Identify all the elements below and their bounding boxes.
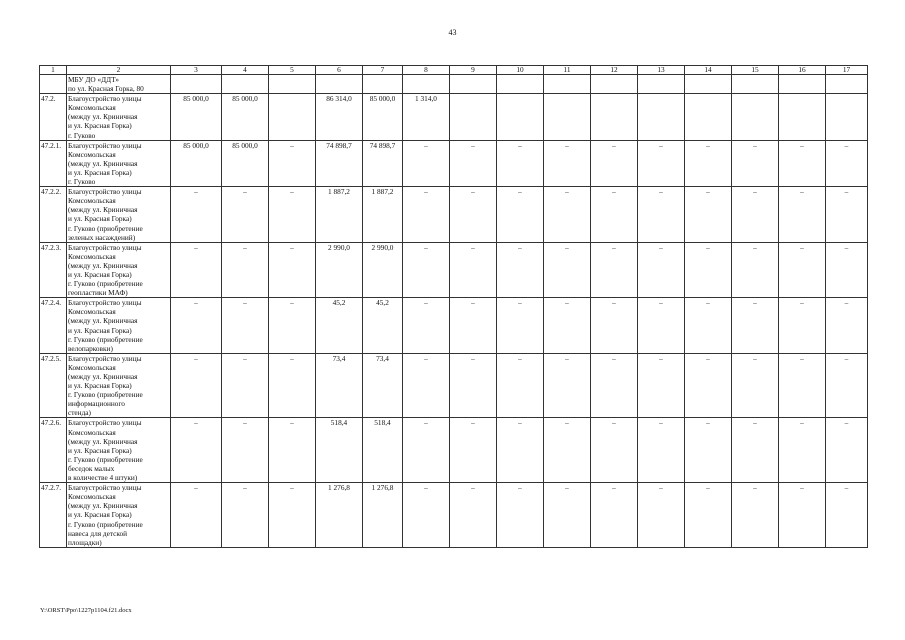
- value-cell: –: [638, 483, 685, 548]
- value-cell: [269, 75, 316, 94]
- column-number-cell: 2: [67, 66, 171, 75]
- value-cell: –: [497, 418, 544, 483]
- column-number-cell: 14: [685, 66, 732, 75]
- value-cell: –: [591, 187, 638, 243]
- value-cell: –: [544, 242, 591, 298]
- value-cell: 2 990,0: [363, 242, 403, 298]
- value-cell: –: [403, 187, 450, 243]
- value-cell: 85 000,0: [363, 94, 403, 140]
- row-code-cell: 47.2.7.: [40, 483, 67, 548]
- value-cell: –: [685, 298, 732, 354]
- value-cell: –: [732, 418, 779, 483]
- value-cell: –: [403, 353, 450, 418]
- value-cell: –: [591, 298, 638, 354]
- value-cell: [316, 75, 363, 94]
- value-cell: 73,4: [316, 353, 363, 418]
- value-cell: –: [685, 187, 732, 243]
- row-code-cell: [40, 75, 67, 94]
- value-cell: –: [779, 483, 826, 548]
- value-cell: –: [638, 242, 685, 298]
- value-cell: –: [638, 418, 685, 483]
- value-cell: –: [269, 418, 316, 483]
- value-cell: –: [497, 140, 544, 186]
- value-cell: –: [826, 418, 868, 483]
- row-name-cell: Благоустройство улицы Комсомольская (между ул. Криничная и ул. Красная Горка) г. Гуково (приобретение информационного стенда): [67, 353, 171, 418]
- column-number-cell: 16: [779, 66, 826, 75]
- value-cell: [638, 94, 685, 140]
- value-cell: –: [826, 140, 868, 186]
- row-code-cell: 47.2.: [40, 94, 67, 140]
- column-number-cell: 15: [732, 66, 779, 75]
- column-number-cell: 8: [403, 66, 450, 75]
- value-cell: –: [497, 298, 544, 354]
- value-cell: [638, 75, 685, 94]
- value-cell: 85 000,0: [222, 94, 269, 140]
- row-code-cell: 47.2.5.: [40, 353, 67, 418]
- value-cell: [732, 75, 779, 94]
- row-code-cell: 47.2.2.: [40, 187, 67, 243]
- value-cell: –: [222, 298, 269, 354]
- value-cell: –: [591, 353, 638, 418]
- value-cell: –: [685, 140, 732, 186]
- page-number: 43: [448, 28, 457, 37]
- value-cell: –: [544, 353, 591, 418]
- value-cell: –: [732, 140, 779, 186]
- row-code-cell: 47.2.4.: [40, 298, 67, 354]
- table-row: [40, 242, 868, 298]
- value-cell: [732, 94, 779, 140]
- value-cell: –: [269, 483, 316, 548]
- column-number-cell: 3: [171, 66, 222, 75]
- value-cell: –: [732, 483, 779, 548]
- value-cell: –: [685, 242, 732, 298]
- row-name-cell: Благоустройство улицы Комсомольская (между ул. Криничная и ул. Красная Горка) г. Гуково (приобретение беседок малых в количестве 4 штуки): [67, 418, 171, 483]
- value-cell: –: [638, 140, 685, 186]
- value-cell: [269, 94, 316, 140]
- value-cell: –: [544, 483, 591, 548]
- value-cell: [171, 75, 222, 94]
- value-cell: –: [171, 483, 222, 548]
- value-cell: –: [497, 242, 544, 298]
- value-cell: [685, 94, 732, 140]
- value-cell: –: [450, 242, 497, 298]
- value-cell: [826, 75, 868, 94]
- value-cell: –: [497, 483, 544, 548]
- value-cell: –: [171, 418, 222, 483]
- value-cell: –: [732, 187, 779, 243]
- value-cell: –: [779, 242, 826, 298]
- value-cell: –: [685, 418, 732, 483]
- value-cell: –: [779, 418, 826, 483]
- value-cell: [826, 94, 868, 140]
- row-name-cell: Благоустройство улицы Комсомольская (между ул. Криничная и ул. Красная Горка) г. Гуково (приобретение геопластики МАФ): [67, 242, 171, 298]
- value-cell: 518,4: [316, 418, 363, 483]
- value-cell: 45,2: [316, 298, 363, 354]
- value-cell: –: [638, 353, 685, 418]
- table-row: [40, 298, 868, 354]
- value-cell: –: [826, 483, 868, 548]
- table-row: [40, 187, 868, 243]
- column-number-cell: 6: [316, 66, 363, 75]
- value-cell: –: [269, 140, 316, 186]
- row-name-cell: Благоустройство улицы Комсомольская (между ул. Криничная и ул. Красная Горка) г. Гуково (приобретение навеса для детской площадки): [67, 483, 171, 548]
- value-cell: –: [171, 353, 222, 418]
- value-cell: –: [591, 140, 638, 186]
- value-cell: –: [403, 140, 450, 186]
- value-cell: [403, 75, 450, 94]
- value-cell: 1 887,2: [316, 187, 363, 243]
- value-cell: 1 314,0: [403, 94, 450, 140]
- table-body: [40, 66, 868, 548]
- value-cell: [450, 75, 497, 94]
- column-number-cell: 17: [826, 66, 868, 75]
- value-cell: –: [269, 187, 316, 243]
- value-cell: –: [779, 140, 826, 186]
- value-cell: –: [171, 242, 222, 298]
- value-cell: –: [732, 353, 779, 418]
- value-cell: –: [779, 353, 826, 418]
- value-cell: [497, 94, 544, 140]
- column-number-cell: 7: [363, 66, 403, 75]
- table-row: [40, 75, 868, 94]
- value-cell: –: [685, 353, 732, 418]
- table-row: [40, 483, 868, 548]
- value-cell: –: [685, 483, 732, 548]
- table-row: [40, 418, 868, 483]
- value-cell: –: [269, 298, 316, 354]
- row-code-cell: 47.2.6.: [40, 418, 67, 483]
- value-cell: 45,2: [363, 298, 403, 354]
- budget-table: [39, 65, 868, 548]
- value-cell: –: [591, 418, 638, 483]
- file-path-footer: Y:\ORST\Ppo\1227p1104.f21.docx: [40, 607, 132, 614]
- row-name-cell: МБУ ДО «ДДТ» по ул. Красная Горка, 80: [67, 75, 171, 94]
- value-cell: –: [450, 140, 497, 186]
- value-cell: [222, 75, 269, 94]
- value-cell: [779, 94, 826, 140]
- value-cell: –: [826, 242, 868, 298]
- value-cell: –: [544, 140, 591, 186]
- value-cell: 86 314,0: [316, 94, 363, 140]
- table-row: [40, 353, 868, 418]
- row-name-cell: Благоустройство улицы Комсомольская (между ул. Криничная и ул. Красная Горка) г. Гуково: [67, 94, 171, 140]
- value-cell: 85 000,0: [171, 140, 222, 186]
- row-code-cell: 47.2.1.: [40, 140, 67, 186]
- value-cell: 1 276,8: [316, 483, 363, 548]
- value-cell: –: [403, 242, 450, 298]
- value-cell: –: [826, 187, 868, 243]
- table-row: [40, 140, 868, 186]
- value-cell: –: [269, 353, 316, 418]
- value-cell: –: [222, 353, 269, 418]
- column-number-cell: 12: [591, 66, 638, 75]
- value-cell: –: [450, 187, 497, 243]
- row-name-cell: Благоустройство улицы Комсомольская (между ул. Криничная и ул. Красная Горка) г. Гуково (приобретение зеленых насаждений): [67, 187, 171, 243]
- column-number-cell: 9: [450, 66, 497, 75]
- table-row: [40, 94, 868, 140]
- value-cell: –: [826, 353, 868, 418]
- value-cell: –: [403, 298, 450, 354]
- row-code-cell: 47.2.3.: [40, 242, 67, 298]
- value-cell: –: [222, 187, 269, 243]
- value-cell: [591, 75, 638, 94]
- value-cell: [685, 75, 732, 94]
- value-cell: 1 276,8: [363, 483, 403, 548]
- value-cell: [544, 75, 591, 94]
- value-cell: [544, 94, 591, 140]
- value-cell: –: [450, 483, 497, 548]
- value-cell: –: [779, 298, 826, 354]
- column-number-cell: 1: [40, 66, 67, 75]
- value-cell: –: [544, 298, 591, 354]
- value-cell: –: [450, 418, 497, 483]
- value-cell: –: [779, 187, 826, 243]
- value-cell: –: [222, 483, 269, 548]
- value-cell: 518,4: [363, 418, 403, 483]
- value-cell: 1 887,2: [363, 187, 403, 243]
- value-cell: –: [171, 298, 222, 354]
- value-cell: [450, 94, 497, 140]
- value-cell: –: [732, 298, 779, 354]
- column-number-cell: 11: [544, 66, 591, 75]
- value-cell: –: [497, 187, 544, 243]
- column-number-cell: 4: [222, 66, 269, 75]
- value-cell: 74 898,7: [316, 140, 363, 186]
- value-cell: –: [171, 187, 222, 243]
- value-cell: –: [222, 418, 269, 483]
- value-cell: –: [269, 242, 316, 298]
- value-cell: –: [450, 298, 497, 354]
- value-cell: [497, 75, 544, 94]
- column-number-cell: 10: [497, 66, 544, 75]
- header-row: [40, 66, 868, 75]
- value-cell: –: [403, 483, 450, 548]
- value-cell: –: [450, 353, 497, 418]
- column-number-cell: 5: [269, 66, 316, 75]
- value-cell: 74 898,7: [363, 140, 403, 186]
- value-cell: –: [638, 298, 685, 354]
- value-cell: –: [497, 353, 544, 418]
- value-cell: –: [591, 483, 638, 548]
- value-cell: 2 990,0: [316, 242, 363, 298]
- value-cell: 73,4: [363, 353, 403, 418]
- row-name-cell: Благоустройство улицы Комсомольская (между ул. Криничная и ул. Красная Горка) г. Гуково: [67, 140, 171, 186]
- value-cell: –: [638, 187, 685, 243]
- value-cell: –: [544, 187, 591, 243]
- column-number-cell: 13: [638, 66, 685, 75]
- value-cell: 85 000,0: [222, 140, 269, 186]
- value-cell: –: [544, 418, 591, 483]
- value-cell: –: [591, 242, 638, 298]
- value-cell: –: [222, 242, 269, 298]
- value-cell: –: [826, 298, 868, 354]
- value-cell: –: [403, 418, 450, 483]
- value-cell: 85 000,0: [171, 94, 222, 140]
- value-cell: –: [732, 242, 779, 298]
- value-cell: [591, 94, 638, 140]
- row-name-cell: Благоустройство улицы Комсомольская (между ул. Криничная и ул. Красная Горка) г. Гуково (приобретение велопарковки): [67, 298, 171, 354]
- value-cell: [363, 75, 403, 94]
- value-cell: [779, 75, 826, 94]
